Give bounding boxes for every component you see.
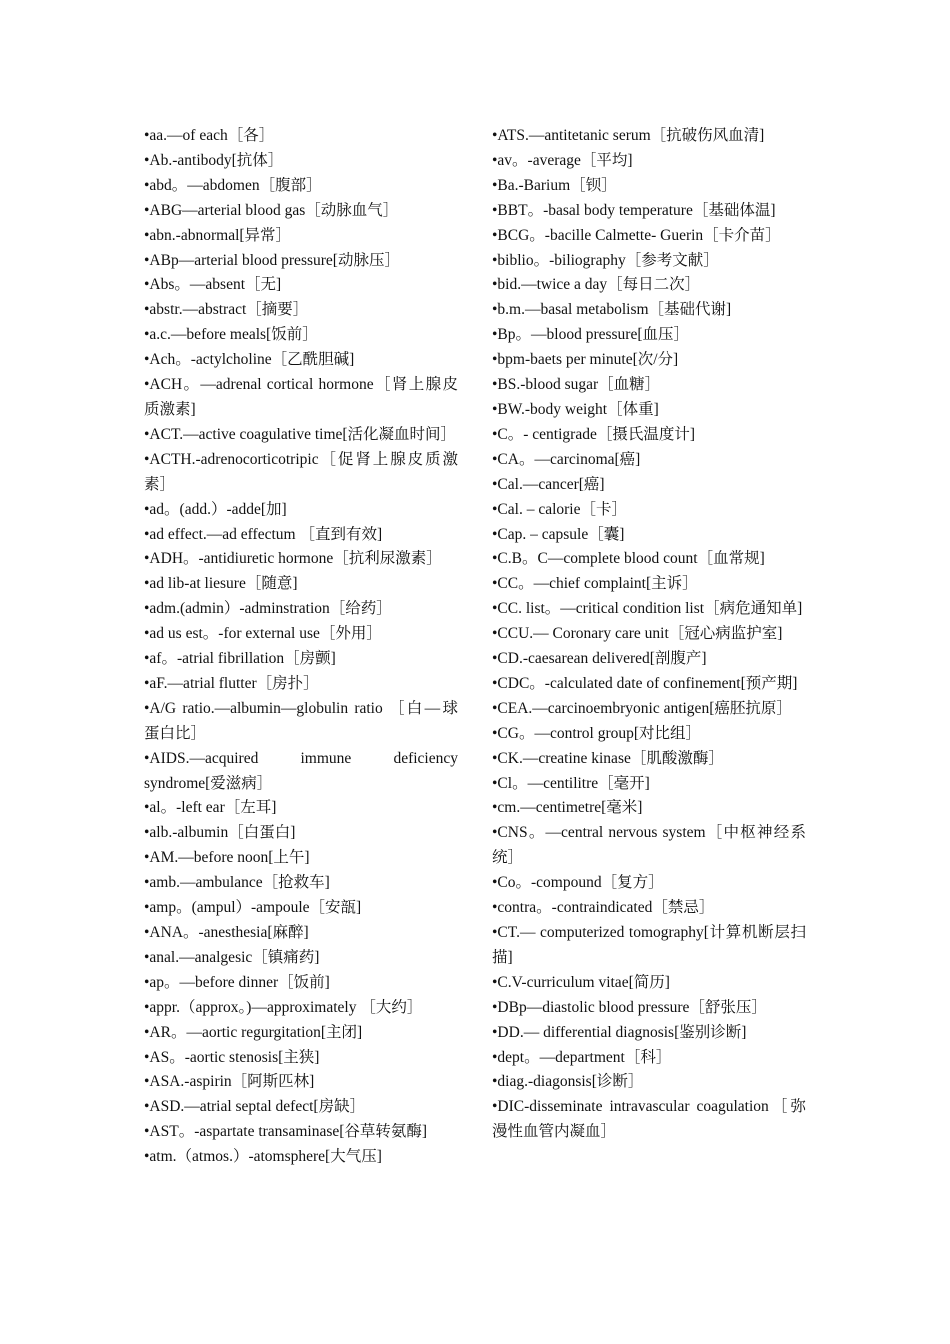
abbreviation-entry: •CK.—creatine kinase［肌酸激酶］ — [492, 749, 724, 767]
abbreviation-entry: •Ba.-Barium［钡］ — [492, 176, 617, 194]
abbreviation-entry: •amp。(ampul）-ampoule［安瓿] — [144, 899, 362, 917]
abbreviation-entry: •al。-left ear［左耳] — [144, 799, 277, 817]
abbreviation-entry: •Cl。—centilitre［毫开] — [492, 774, 650, 792]
abbreviation-entry: •CC. list。—critical condition list［病危通知单] — [492, 600, 803, 618]
abbreviation-entry: •ANA。-anesthesia[麻醉] — [144, 924, 309, 941]
abbreviation-entry: •ad。(add.）-adde[加] — [144, 500, 287, 518]
abbreviation-entry: •ASD.—atrial septal defect[房缺］ — [144, 1098, 366, 1116]
abbreviation-entry: •bpm-baets per minute[次/分] — [492, 351, 679, 369]
abbreviation-entry: •Abs。—absent［无] — [144, 276, 282, 294]
abbreviation-entry: •A/G ratio.—albumin—globulin ratio ［白—球蛋白比］ — [144, 699, 458, 742]
abbreviation-entry: •DD.— differential diagnosis[鉴别诊断] — [492, 1023, 747, 1041]
abbreviation-entry: •ACTH.-adrenocorticotripic［促肾上腺皮质激素］ — [144, 450, 458, 493]
abbreviation-entry: •ASA.-aspirin［阿斯匹林] — [144, 1073, 315, 1091]
abbreviation-entry: •BCG。-bacille Calmette- Guerin［卡介苗］ — [492, 226, 781, 244]
abbreviation-entry: •ad lib-at liesure［随意] — [144, 575, 298, 593]
abbreviation-entry: •ad us est。-for external use［外用］ — [144, 625, 382, 643]
abbreviation-entry: •C。- centigrade［摄氏温度计] — [492, 425, 696, 443]
abbreviation-entry: •Co。-compound［复方］ — [492, 874, 664, 892]
abbreviation-entry: •AM.—before noon[上午] — [144, 849, 310, 867]
abbreviation-entry: •abd。—abdomen［腹部］ — [144, 176, 322, 194]
abbreviation-entry: •ad effect.—ad effectum ［直到有效] — [144, 525, 383, 543]
abbreviation-entry: •CCU.— Coronary care unit［冠心病监护室] — [492, 625, 783, 643]
abbreviation-entry: •C.V-curriculum vitae[简历] — [492, 973, 670, 991]
abbreviation-entry: •abstr.—abstract［摘要］ — [144, 301, 309, 319]
abbreviation-entry: •Cal. – calorie［卡］ — [492, 500, 627, 518]
abbreviation-entry: •ACT.—active coagulative time[活化凝血时间］ — [144, 425, 457, 443]
abbreviation-entry: •ATS.—antitetanic serum［抗破伤风血清] — [492, 127, 765, 144]
abbreviation-entry: •ABp—arterial blood pressure[动脉压］ — [144, 251, 400, 269]
abbreviation-entry: •AR。—aortic regurgitation[主闭] — [144, 1023, 363, 1041]
abbreviation-entry: •contra。-contraindicated［禁忌］ — [492, 899, 715, 917]
abbreviation-entry: •dept。—department［科］ — [492, 1048, 672, 1066]
abbreviation-entry: •AS。-aortic stenosis[主狭] — [144, 1048, 320, 1066]
abbreviation-entry: •adm.(admin）-adminstration［给药］ — [144, 600, 392, 618]
abbreviation-entry: •C.B。C—complete blood count［血常规] — [492, 550, 765, 568]
abbreviation-entry: •Ab.-antibody[抗体］ — [144, 151, 284, 169]
abbreviation-entry: •aF.—atrial flutter［房扑］ — [144, 674, 319, 692]
abbreviation-entry: •ACH。—adrenal cortical hormone［肾上腺皮质激素] — [144, 376, 458, 418]
abbreviation-entry: •DIC-disseminate intravascular coagulation［弥漫性血管内凝血］ — [492, 1098, 806, 1141]
abbreviation-entry: •abn.-abnormal[异常］ — [144, 226, 292, 244]
abbreviation-entry: •anal.—analgesic［镇痛药] — [144, 948, 320, 966]
abbreviation-entry: •DBp—diastolic blood pressure［舒张压］ — [492, 998, 767, 1016]
abbreviation-entry: •biblio。-biliography［参考文献］ — [492, 251, 719, 269]
abbreviation-entry: •diag.-diagonsis[诊断］ — [492, 1073, 644, 1091]
abbreviation-entry: •CDC。-calculated date of confinement[预产期] — [492, 674, 798, 692]
abbreviation-entry: •av。-average［平均] — [492, 151, 633, 169]
abbreviation-entry: •CT.— computerized tomography[计算机断层扫描] — [492, 924, 806, 966]
abbreviation-entry: •Cap. – capsule［囊] — [492, 525, 625, 543]
abbreviation-entry: •amb.—ambulance［抢救车] — [144, 874, 330, 892]
abbreviation-entry: •CEA.—carcinoembryonic antigen[癌胚抗原］ — [492, 699, 792, 717]
abbreviation-entry: •CA。—carcinoma[癌] — [492, 450, 641, 468]
abbreviation-entry: •CNS。—central nervous system［中枢神经系统］ — [492, 824, 806, 867]
abbreviation-entry: •CD.-caesarean delivered[剖腹产] — [492, 650, 707, 668]
abbreviation-entry: •BBT。-basal body temperature［基础体温] — [492, 201, 776, 219]
abbreviation-entry: •a.c.—before meals[饭前］ — [144, 326, 318, 344]
abbreviation-entry: •af。-atrial fibrillation［房颤] — [144, 650, 336, 668]
abbreviation-entry: •ap。—before dinner［饭前] — [144, 973, 330, 991]
abbreviation-entry: •AIDS.—acquired immune deficiency syndrome[爱滋病］ — [144, 749, 458, 792]
abbreviation-entry: •Bp。—blood pressure[血压］ — [492, 326, 690, 344]
abbreviation-entry: •b.m.—basal metabolism［基础代谢] — [492, 301, 732, 319]
abbreviation-entry: •atm.（atmos.）-atomsphere[大气压] — [144, 1148, 382, 1166]
abbreviation-entry: •CG。—control group[对比组］ — [492, 724, 702, 742]
abbreviation-entry: •BW.-body weight［体重] — [492, 400, 659, 418]
abbreviation-entry: •CC。—chief complaint[主诉］ — [492, 575, 698, 593]
abbreviation-entry: •aa.—of each［各］ — [144, 127, 275, 144]
abbreviation-entry: •Ach。-actylcholine［乙酰胆碱] — [144, 351, 355, 369]
abbreviation-entry: •AST。-aspartate transaminase[谷草转氨酶] — [144, 1123, 428, 1141]
abbreviation-entry: •ABG—arterial blood gas［动脉血气］ — [144, 201, 399, 219]
abbreviation-entry: •cm.—centimetre[毫米] — [492, 799, 643, 817]
abbreviation-entry: •bid.—twice a day［每日二次］ — [492, 276, 701, 294]
abbreviation-entry: •Cal.—cancer[癌] — [492, 475, 605, 493]
abbreviation-entry: •BS.-blood sugar［血糖］ — [492, 376, 661, 394]
right-column — [492, 124, 806, 1145]
abbreviation-entry: •appr.（approx。)—approximately ［大约］ — [144, 998, 423, 1016]
abbreviation-entry: •ADH。-antidiuretic hormone［抗利尿激素］ — [144, 550, 442, 568]
left-column — [144, 124, 458, 1170]
abbreviation-entry: •alb.-albumin［白蛋白] — [144, 824, 296, 842]
